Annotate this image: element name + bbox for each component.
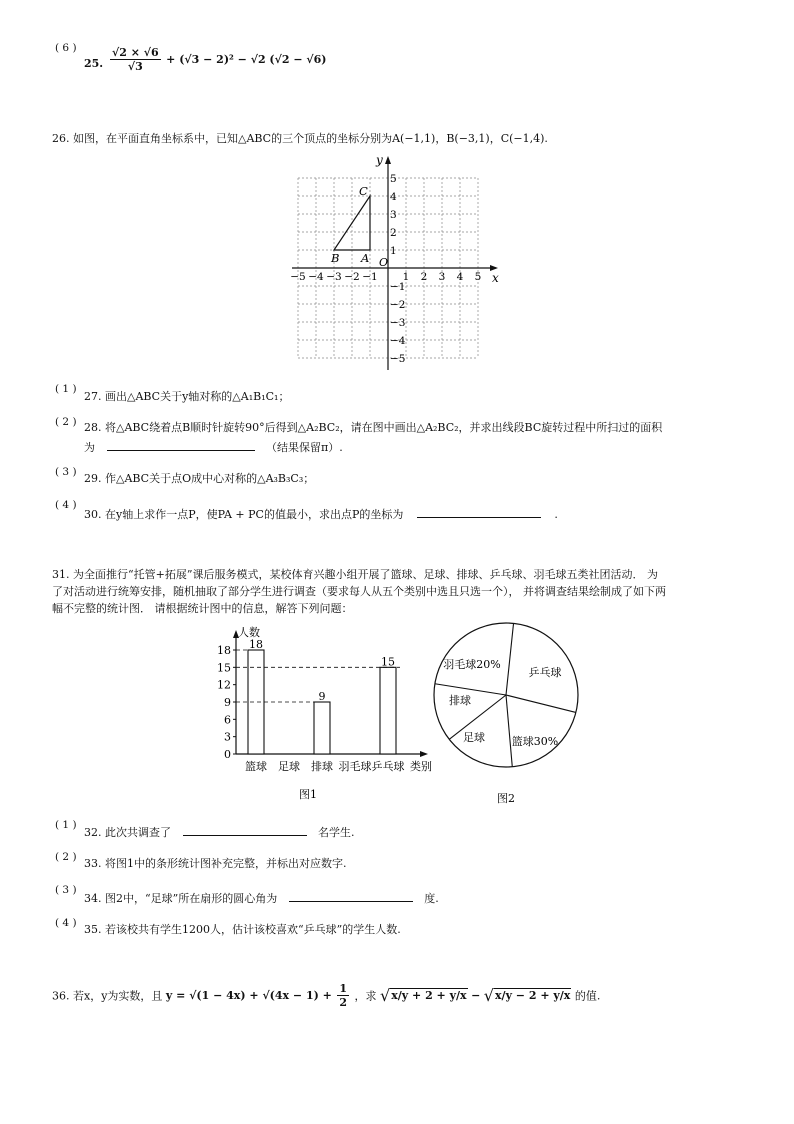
- bar-chart-figure1: [206, 620, 436, 804]
- q34-part-label: ( 3 ): [55, 884, 77, 896]
- point-a-label: A: [361, 251, 370, 265]
- q35-part-label: ( 4 ): [55, 917, 77, 929]
- q36-pre: 36. 若x，y为实数，且: [52, 989, 163, 1003]
- x-tick-label: 4: [456, 271, 464, 283]
- bar-y-tick-label: 6: [224, 713, 231, 727]
- x-axis-label: x: [492, 271, 499, 285]
- q36-root1: x/y + 2 + y/x: [391, 989, 467, 1002]
- y-tick-label: 1: [390, 245, 397, 257]
- pie-slice-label: 羽毛球20%: [443, 658, 501, 671]
- bar-y-tick-label: 0: [224, 748, 231, 761]
- sqrt-icon: √: [380, 986, 391, 1005]
- q36-equation: y = √(1 − 4x) + √(4x − 1) +: [165, 989, 332, 1002]
- q36-root2: x/y − 2 + y/x: [495, 989, 571, 1002]
- q25-rest: + (√3 − 2)² − √2 (√2 − √6): [166, 53, 327, 66]
- bar-x-axis-label: 类别: [410, 760, 432, 773]
- x-tick-label: −1: [362, 271, 378, 283]
- bar-排球: [314, 702, 330, 754]
- q25-part-label: ( 6 ): [55, 42, 77, 54]
- q31-line3: 幅不完整的统计图． 请根据统计图中的信息，解答下列问题：: [52, 602, 353, 615]
- q34-line: [84, 889, 439, 907]
- y-tick-label: −4: [390, 335, 406, 347]
- q31-line1: 31. 为全面推行“托管+拓展”课后服务模式，某校体育兴趣小组开展了篮球、足球、排球、乒乓球、羽毛球五类社团活动． 为: [52, 568, 658, 581]
- q30-line: [84, 505, 558, 523]
- x-tick-label: 3: [438, 271, 446, 283]
- q36-line: [52, 982, 600, 1009]
- q28-line2-post: （结果保留π）.: [266, 441, 343, 454]
- bar-乒乓球: [380, 667, 396, 754]
- pie-slice-label: 乒乓球: [528, 666, 562, 679]
- bar-data-label: 9: [318, 690, 326, 703]
- sqrt-icon: √: [483, 986, 494, 1005]
- bar-data-label: 18: [249, 638, 263, 651]
- pie-slice-label: 足球: [463, 731, 485, 744]
- pie-chart-caption: 图2: [497, 792, 515, 805]
- pie-slice-label: 篮球30%: [511, 735, 559, 748]
- q36-half-fraction: [337, 982, 349, 1009]
- q29-part-label: ( 3 ): [55, 466, 77, 478]
- q32-post: 名学生.: [318, 826, 355, 839]
- q28-part-label: ( 2 ): [55, 416, 77, 428]
- q30-post: .: [554, 508, 558, 521]
- q26-stem: 26. 如图，在平面直角坐标系中，已知△ABC的三个顶点的坐标分别为A(−1,1)，B(−3,1)，C(−1,4).: [52, 132, 548, 145]
- y-axis-arrow-icon: [385, 156, 391, 164]
- y-tick-label: −5: [390, 353, 406, 365]
- q31-line2: 了对活动进行统筹安排，随机抽取了部分学生进行调查（要求每人从五个类别中选且只选一个）， 并将调查结果绘制成了如下两: [52, 585, 666, 598]
- q32-line: [84, 823, 355, 841]
- q34-answer-blank[interactable]: [289, 889, 413, 902]
- q30-answer-blank[interactable]: [417, 505, 541, 518]
- q34-post: 度.: [424, 892, 439, 905]
- pie-chart-figure2: [432, 620, 592, 806]
- bar-category-label: 篮球: [245, 760, 267, 773]
- bar-data-label: 15: [381, 655, 395, 669]
- q27-part-label: ( 1 ): [55, 383, 77, 395]
- x-tick-label: −2: [344, 271, 360, 283]
- q30-pre: 30. 在y轴上求作一点P，使PA + PC的值最小，求出点P的坐标为: [84, 508, 404, 521]
- y-tick-label: 2: [390, 227, 397, 239]
- y-tick-label: −2: [390, 299, 406, 311]
- y-tick-label: 3: [390, 209, 397, 221]
- bar-y-tick-label: 15: [217, 661, 231, 675]
- triangle-abc: [334, 196, 370, 250]
- bar-y-tick-label: 3: [224, 730, 231, 744]
- q25-numerator: √2 × √6: [112, 46, 159, 59]
- q32-answer-blank[interactable]: [183, 823, 307, 836]
- q27-text: 27. 画出△ABC关于y轴对称的△A₁B₁C₁；: [84, 390, 290, 403]
- y-axis-label: y: [376, 153, 383, 167]
- q36-mid: ，求: [354, 989, 377, 1003]
- q32-pre: 32. 此次共调查了: [84, 826, 171, 839]
- q28-line2: [84, 438, 343, 456]
- bar-y-tick-label: 12: [217, 678, 231, 692]
- q32-part-label: ( 1 ): [55, 819, 77, 831]
- origin-label: O: [379, 256, 389, 269]
- bar-y-tick-label: 9: [224, 696, 231, 709]
- point-c-label: C: [359, 184, 368, 198]
- bar-y-tick-label: 18: [217, 644, 231, 657]
- q25-number: 25.: [84, 57, 104, 70]
- x-tick-label: −5: [290, 271, 306, 283]
- x-tick-label: −3: [326, 271, 342, 283]
- q36-half-den: 2: [339, 996, 348, 1009]
- q34-pre: 34. 图2中，“足球”所在扇形的圆心角为: [84, 892, 278, 905]
- q25-expression: [108, 46, 326, 73]
- bar-x-axis-arrow-icon: [420, 751, 428, 757]
- q29-text: 29. 作△ABC关于点O成中心对称的△A₃B₃C₃；: [84, 472, 315, 485]
- y-tick-label: −3: [390, 317, 406, 329]
- q28-line2-pre: 为: [84, 441, 95, 454]
- y-tick-label: 4: [390, 191, 397, 203]
- q28-line1: 28. 将△ABC绕着点B顺时针旋转90°后得到△A₂BC₂，请在图中画出△A₂BC₂，并求出线段BC旋转过程中所扫过的面积: [84, 421, 663, 434]
- q36-half-num: 1: [339, 982, 348, 995]
- bar-category-label: 足球: [278, 760, 300, 773]
- q36-minus: −: [471, 989, 481, 1002]
- bar-category-label: 排球: [311, 760, 333, 773]
- x-tick-label: 2: [420, 271, 428, 283]
- y-tick-label: 5: [390, 173, 397, 185]
- q36-post: 的值.: [574, 989, 601, 1003]
- coordinate-grid-figure: [288, 152, 510, 374]
- q30-part-label: ( 4 ): [55, 499, 77, 511]
- q25-denominator: √3: [127, 60, 143, 73]
- bar-chart-caption: 图1: [299, 788, 317, 801]
- bar-category-label: 羽毛球: [338, 760, 372, 773]
- x-tick-label: 5: [474, 271, 482, 283]
- pie-slice-label: 排球: [449, 694, 471, 707]
- q35-text: 35. 若该校共有学生1200人，估计该校喜欢“乒乓球”的学生人数.: [84, 923, 401, 936]
- bar-y-axis-label: 人数: [238, 626, 260, 639]
- bar-category-label: 乒乓球: [371, 760, 405, 773]
- x-tick-label: 1: [402, 271, 410, 283]
- point-b-label: B: [331, 251, 340, 265]
- y-tick-label: −1: [390, 281, 406, 293]
- q33-text: 33. 将图1中的条形统计图补充完整，并标出对应数字.: [84, 857, 347, 870]
- q28-answer-blank[interactable]: [107, 438, 255, 451]
- q33-part-label: ( 2 ): [55, 851, 77, 863]
- x-tick-label: −4: [308, 271, 324, 283]
- q25-fraction: [110, 46, 161, 73]
